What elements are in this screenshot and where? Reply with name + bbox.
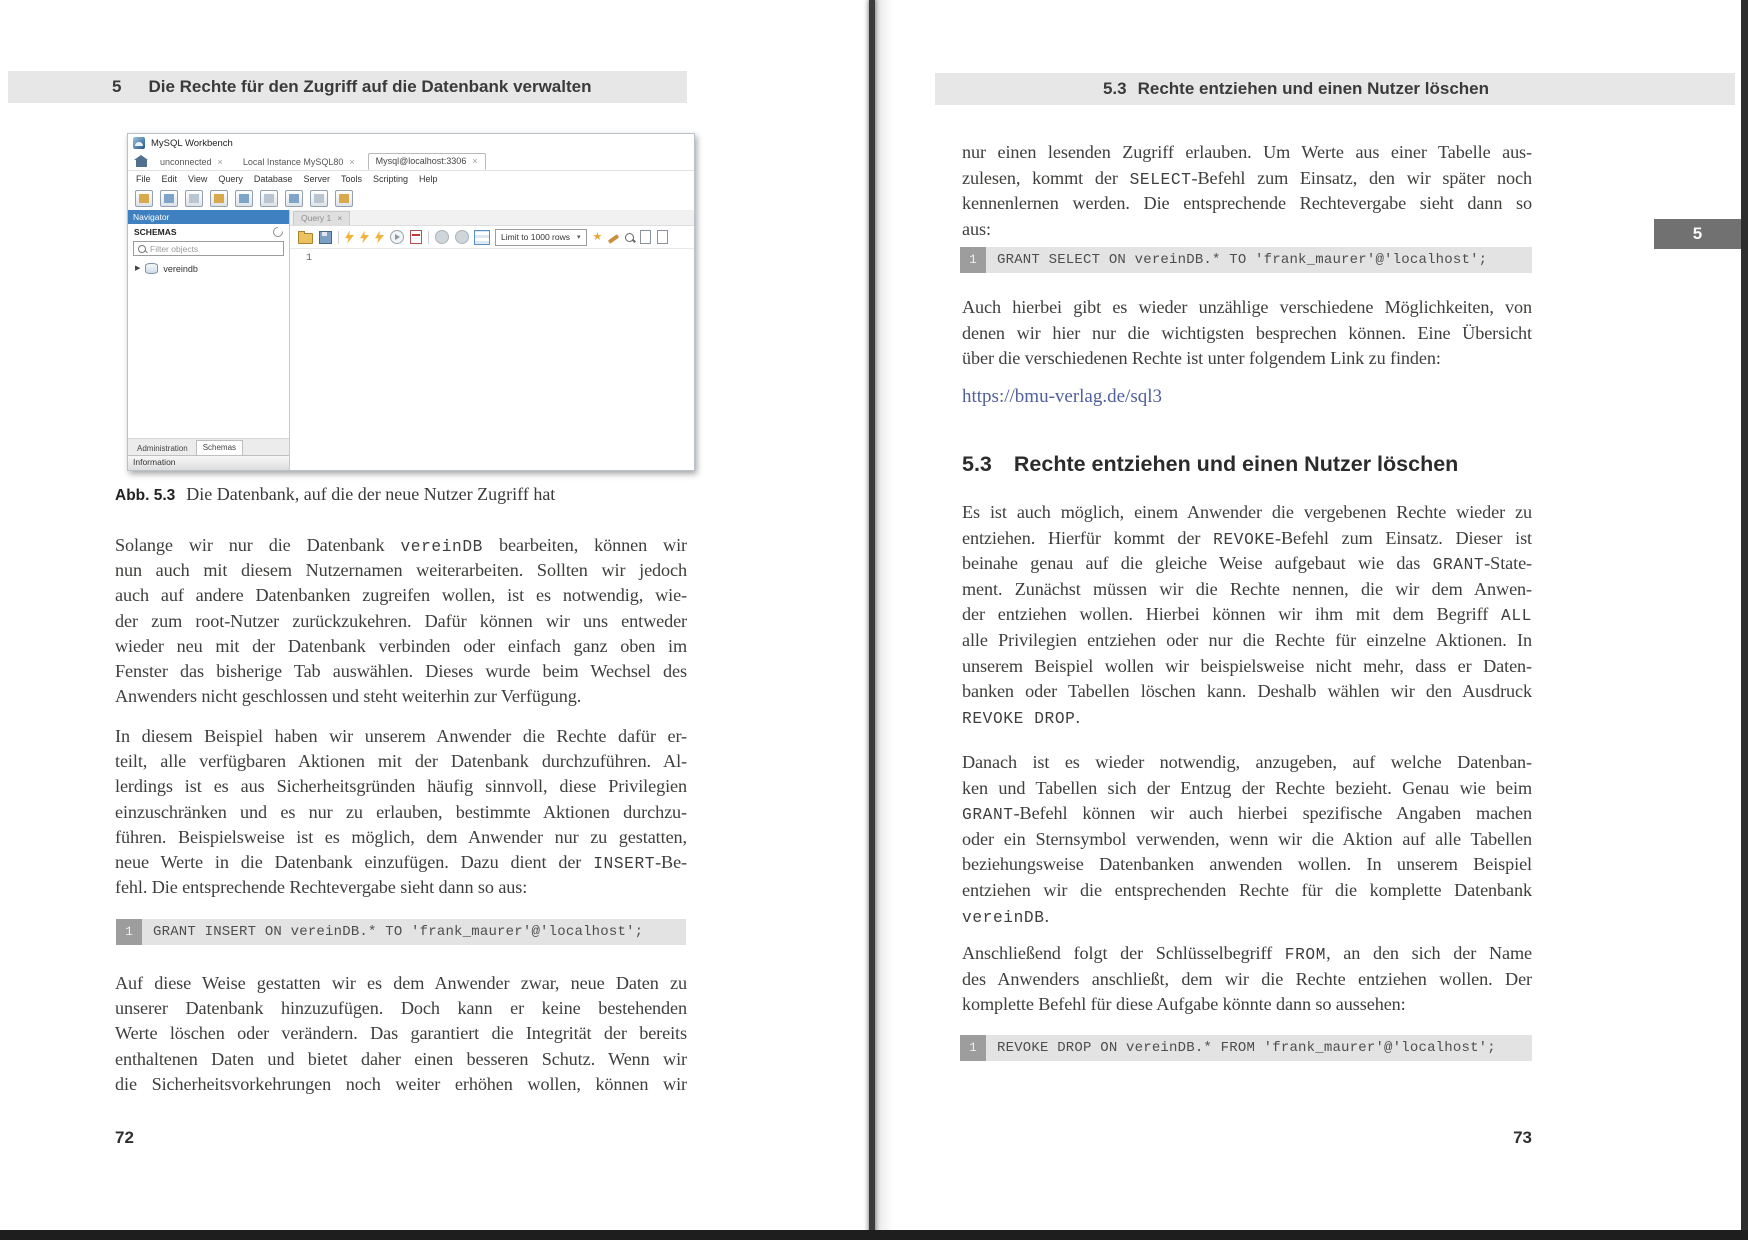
code-line-number: 1: [960, 247, 986, 273]
text-run: -Befehl zum Einsatz. Dieser ist: [1275, 527, 1533, 548]
limit-rows-dropdown: Limit to 1000 rows ▾: [495, 229, 587, 246]
navigator-panel: [128, 210, 290, 470]
editor-toolbar: [290, 226, 694, 249]
text-run: die Sicherheitsvorkehrungen noch weiter erhöhen wollen, können wir: [115, 1073, 687, 1094]
text-run: -Befehl können wir auch hierbei spezifische Angaben machen: [1013, 803, 1532, 824]
favorites-icon: ★: [592, 230, 603, 243]
chapter-thumb-tab: 5: [1654, 219, 1741, 249]
text-run: Auf diese Weise gestatten wir es dem Anwender zwar, neue Daten zu: [115, 973, 687, 993]
menu-query: Query: [218, 173, 243, 184]
menu-database: Database: [253, 173, 293, 184]
text-run: Auch hierbei gibt es wieder unzählige verschiedene Möglichkeiten, von: [962, 297, 1532, 317]
text-run: Werte löschen oder verändern. Das garantiert die Integrität der bereits: [115, 1023, 687, 1044]
code-line-number: 1: [116, 919, 142, 945]
figure-caption: [115, 484, 687, 505]
code-line-number: 1: [960, 1035, 986, 1061]
text-line: [962, 602, 1532, 628]
code-text: REVOKE DROP ON vereinDB.* FROM 'frank_maurer'@'localhost';: [997, 1040, 1496, 1056]
text-line: [115, 825, 687, 850]
paragraph: [115, 724, 687, 900]
editor-body: [290, 249, 694, 264]
text-run: .: [1044, 905, 1049, 926]
code-listing-revoke-drop: [960, 1035, 1532, 1061]
text-line: [962, 750, 1532, 776]
text-run: Fenster das bisherige Tab auswählen. Dieses wurde beim Wechsel des: [115, 660, 687, 681]
text-run: komplette Befehl für diese Aufgabe könnte dann so aussehen:: [962, 994, 1406, 1015]
text-run: denen wir hier nur die wichtigsten besprechen können. Eine Übersicht: [962, 322, 1532, 343]
text-line: [115, 971, 687, 996]
inline-code: SELECT: [1129, 170, 1192, 189]
save-script-icon: [319, 231, 332, 244]
tab-query-1: Query 1 ×: [293, 211, 350, 225]
filter-placeholder: Filter objects: [150, 243, 199, 254]
text-line: [115, 800, 687, 825]
schema-icon: [145, 263, 158, 274]
inline-code: GRANT: [1432, 556, 1485, 575]
chapter-number: 5: [112, 77, 122, 96]
text-run: des Anwenders anschließt, dem wir die Rechte entziehen wollen. Der: [962, 968, 1532, 989]
text-line: [962, 679, 1532, 705]
text-line: [962, 776, 1532, 802]
schema-tree-item-vereindb: ▶ vereindb: [135, 263, 198, 274]
text-run: Es ist auch möglich, einem Anwender die vergebenen Rechte wieder zu: [962, 502, 1532, 522]
create-stored-procedure-icon: [285, 190, 303, 207]
text-run: lerdings ist es aus Sicherheitsgründen häufig sinnvoll, diese Privilegien: [115, 776, 687, 797]
text-line: [115, 774, 687, 799]
text-run: führen. Beispielsweise ist es möglich, dem Anwender nur zu gestatten,: [115, 826, 687, 847]
tab-mysql-localhost: Mysql@localhost:3306 ×: [368, 153, 486, 170]
run-icon: [390, 230, 404, 244]
main-toolbar: [128, 186, 694, 211]
inline-code: FROM: [1284, 946, 1327, 964]
text-run: -State-: [1484, 553, 1532, 574]
text-line: [962, 191, 1532, 217]
text-run: teilt, alle verfügbaren Aktionen mit der Datenbank durchzuführen. Al-: [115, 751, 687, 772]
tab-administration: Administration: [137, 444, 188, 453]
code-listing-grant-insert: [116, 919, 686, 945]
chapter-title: Die Rechte für den Zugriff auf die Datenbank verwalten: [148, 77, 592, 96]
open-script-icon: [298, 233, 313, 244]
workbench-main-area: [128, 210, 694, 470]
left-running-header: [8, 71, 687, 103]
menu-scripting: Scripting: [372, 173, 408, 184]
paragraph: [115, 533, 687, 709]
page-number-right: 73: [1513, 1128, 1532, 1147]
information-panel-header: Information: [128, 455, 289, 470]
mysql-workbench-logo-icon: [133, 137, 145, 149]
text-run: zulesen, kommt der: [962, 167, 1130, 188]
beautify-icon: [608, 234, 619, 244]
page-gutter-shadow: [875, 0, 893, 1240]
text-run: .: [1075, 706, 1080, 727]
expand-arrow-icon: ▶: [135, 265, 141, 272]
window-titlebar: [128, 134, 694, 152]
text-line: [115, 749, 687, 774]
sql-editor-area: [290, 210, 694, 470]
text-line: [962, 577, 1532, 603]
book-bottom-edge: [0, 1230, 1748, 1240]
text-run: Danach ist es wieder notwendig, anzugeben, auf welche Datenban-: [962, 752, 1532, 772]
text-line: [962, 941, 1532, 967]
menubar: [128, 171, 694, 186]
find-icon: [625, 233, 634, 242]
menu-tools: Tools: [340, 173, 362, 184]
text-line: [962, 166, 1532, 192]
text-line: [962, 992, 1532, 1018]
open-sql-script-icon: [185, 190, 203, 207]
text-line: [962, 904, 1532, 930]
text-run: entziehen wir die entsprechenden Rechte für die komplette Datenbank: [962, 879, 1532, 900]
text-run: der entziehen wollen. Hierbei können wir ihm mit dem Begriff: [962, 604, 1502, 625]
text-run: bearbeiten, können wir: [482, 535, 687, 555]
page-number-left: 72: [115, 1128, 134, 1147]
text-line: [115, 996, 687, 1021]
close-icon: ×: [472, 156, 478, 166]
text-run: auch auf andere Datenbanken zugreifen wollen, ist es notwendig, wie-: [115, 585, 687, 606]
limit-toggle-icon: [475, 231, 489, 244]
inline-code: ALL: [1501, 607, 1532, 626]
text-run: fehl. Die entsprechende Rechtevergabe sieht dann so aus:: [115, 877, 528, 898]
text-run: oder ein Sternsymbol verwenden, wenn wir die Aktion auf alle Tabellen: [962, 828, 1532, 849]
text-run: , an den sich der Name: [1326, 943, 1532, 963]
inline-code: vereinDB: [400, 538, 483, 556]
tab-local-instance: Local Instance MySQL80 ×: [242, 157, 355, 167]
text-run: beinahe genau auf die gleiche Weise aufgebaut wie das: [962, 553, 1433, 574]
close-icon: ×: [337, 213, 343, 223]
menu-server: Server: [303, 173, 330, 184]
code-listing-grant-select: [960, 247, 1532, 273]
text-line: [115, 533, 687, 558]
text-line: [962, 827, 1532, 853]
navigator-panel-title: Navigator: [128, 210, 289, 224]
create-table-icon: [235, 190, 253, 207]
text-run: banken oder Tabellen löschen kann. Deshalb wählen wir den Ausdruck: [962, 681, 1532, 702]
rollback-icon: [455, 230, 469, 244]
text-line: [115, 875, 687, 900]
paragraph: [962, 295, 1532, 372]
new-query-tab-icon: [160, 190, 178, 207]
section-heading: [962, 452, 1532, 477]
text-run: wieder neu mit der Datenbank verbinden oder einfach ganz oben im: [115, 635, 687, 656]
paragraph: [962, 140, 1532, 242]
right-running-header: [935, 73, 1735, 105]
section-heading-number: 5.3: [962, 452, 992, 476]
text-run: -Befehl zum Einsatz, den wir später noch: [1191, 167, 1532, 188]
explain-icon: [375, 231, 384, 244]
text-line: [962, 801, 1532, 827]
text-run: ken und Tabellen sich der Entzug der Rechte bezieht. Genau wie beim: [962, 777, 1532, 798]
menu-help: Help: [418, 173, 438, 184]
text-run: unserem Beispiel wollen wir beispielsweise nicht mehr, dass er Daten-: [962, 655, 1532, 676]
text-run: Solange wir nur die Datenbank: [115, 535, 401, 555]
create-schema-icon: [210, 190, 228, 207]
book-right-edge: [1741, 0, 1748, 1240]
inline-code: INSERT: [593, 854, 656, 873]
text-line: [962, 628, 1532, 654]
connection-tabstrip: [128, 152, 694, 171]
search-data-icon: [310, 190, 328, 207]
inline-code: REVOKE: [1213, 530, 1276, 549]
text-run: kennenlernen werden. Die entsprechende Rechtevergabe sieht dann so: [962, 193, 1532, 214]
section-number: 5.3: [1102, 79, 1127, 98]
close-icon: ×: [349, 157, 355, 167]
paragraph: [115, 971, 687, 1097]
text-run: neue Werte in die Datenbank einzufügen. Dazu dient der: [115, 851, 594, 872]
text-line: [115, 558, 687, 583]
text-run: enthaltenen Daten und bietet daher einen besseren Schutz. Wenn wir: [115, 1048, 687, 1069]
text-line: [962, 346, 1532, 372]
create-view-icon: [260, 190, 278, 207]
text-run: ment. Zunächst müssen wir die Rechte nennen, die wir dem Anwen-: [962, 578, 1532, 599]
close-icon: ×: [217, 157, 223, 167]
text-run: Anwenders nicht geschlossen und steht weiterhin zur Verfügung.: [115, 686, 582, 707]
text-line: [962, 321, 1532, 347]
paragraph: [962, 750, 1532, 929]
text-run: unserer Datenbank hinzuzufügen. Doch kann er keine bestehenden: [115, 998, 687, 1019]
figure-mysql-workbench-window: [127, 133, 695, 471]
tab-schemas: Schemas: [196, 440, 243, 456]
text-run: nun auch mit diesem Nutzernamen weiterarbeiten. Sollten wir jedoch: [115, 560, 687, 581]
execute-current-statement-icon: [360, 231, 369, 244]
execute-icon: [345, 231, 354, 244]
inline-code: GRANT: [962, 806, 1014, 825]
home-tab-icon: [136, 160, 147, 167]
text-run: über die verschiedenen Rechte ist unter folgendem Link zu finden:: [962, 348, 1441, 369]
invisible-chars-icon: [640, 230, 651, 244]
code-text: GRANT SELECT ON vereinDB.* TO 'frank_maurer'@'localhost';: [997, 252, 1488, 268]
toolbar-separator: [428, 231, 429, 244]
menu-file: File: [136, 173, 151, 184]
line-number-gutter: 1: [305, 253, 312, 264]
commit-icon: [435, 230, 449, 244]
text-run: alle Privilegien entziehen oder nur die Rechte für einzelne Aktionen. In: [962, 629, 1532, 650]
text-run: entziehen. Hierfür kommt der: [962, 527, 1214, 548]
reconnect-dbms-icon: [335, 190, 353, 207]
text-line: [962, 654, 1532, 680]
text-run: einzuschränken und es nur zu erlauben, bestimmte Aktionen durchzu-: [115, 801, 687, 822]
text-line: [115, 609, 687, 634]
paragraph: [962, 941, 1532, 1018]
text-line: [115, 724, 687, 749]
text-line: [115, 659, 687, 684]
text-line: [962, 217, 1532, 243]
text-line: [962, 852, 1532, 878]
text-line: [962, 295, 1532, 321]
text-run: beziehungsweise Datenbanken anwenden wollen. In unserem Beispiel: [962, 854, 1532, 875]
text-run: nur einen lesenden Zugriff erlauben. Um Werte aus einer Tabelle aus-: [962, 142, 1532, 162]
text-line: [115, 850, 687, 875]
menu-view: View: [188, 173, 208, 184]
refresh-icon: [271, 225, 285, 239]
text-run: In diesem Beispiel haben wir unserem Anwender die Rechte dafür er-: [115, 726, 687, 746]
inline-code: REVOKE DROP: [962, 709, 1076, 728]
menu-edit: Edit: [161, 173, 178, 184]
text-run: aus:: [962, 218, 991, 239]
code-text: GRANT INSERT ON vereinDB.* TO 'frank_maurer'@'localhost';: [153, 924, 644, 940]
text-line: [962, 967, 1532, 993]
navigator-bottom-tabs: [128, 438, 289, 456]
text-line: [962, 526, 1532, 552]
text-line: [962, 500, 1532, 526]
search-icon: [138, 245, 146, 253]
caption-text: Die Datenbank, auf die der neue Nutzer Zugriff hat: [186, 484, 556, 504]
caption-label: Abb. 5.3: [115, 487, 176, 504]
text-line: [962, 551, 1532, 577]
tab-unconnected: unconnected ×: [160, 157, 223, 167]
text-line: [115, 634, 687, 659]
hyperlink-bmu-verlag[interactable]: https://bmu-verlag.de/sql3: [962, 386, 1163, 407]
text-line: [115, 1021, 687, 1046]
filter-objects-input: [133, 241, 284, 256]
schemas-section-header: SCHEMAS: [128, 224, 289, 240]
text-line: [115, 583, 687, 608]
text-line: [115, 1047, 687, 1072]
inline-code: vereinDB: [962, 908, 1045, 927]
stop-icon: [410, 230, 422, 244]
window-title: MySQL Workbench: [151, 137, 233, 149]
text-line: [115, 684, 687, 709]
chevron-down-icon: ▾: [576, 234, 581, 241]
text-run: der zum root-Nutzer zurückzukehren. Dafür können wir uns entweder: [115, 610, 687, 631]
section-heading-title: Rechte entziehen und einen Nutzer löschen: [1013, 452, 1459, 476]
wrap-text-icon: [657, 230, 668, 244]
new-connection-icon: [135, 190, 153, 207]
text-run: Anschließend folgt der Schlüsselbegriff: [962, 943, 1285, 963]
text-line: [962, 705, 1532, 731]
paragraph: [962, 500, 1532, 730]
editor-tabstrip: [290, 210, 694, 226]
text-line: [962, 140, 1532, 166]
text-run: -Be-: [655, 851, 687, 872]
text-line: [115, 1072, 687, 1097]
toolbar-separator: [338, 231, 339, 244]
section-title: Rechte entziehen und einen Nutzer löschen: [1137, 79, 1489, 98]
text-line: [962, 878, 1532, 904]
